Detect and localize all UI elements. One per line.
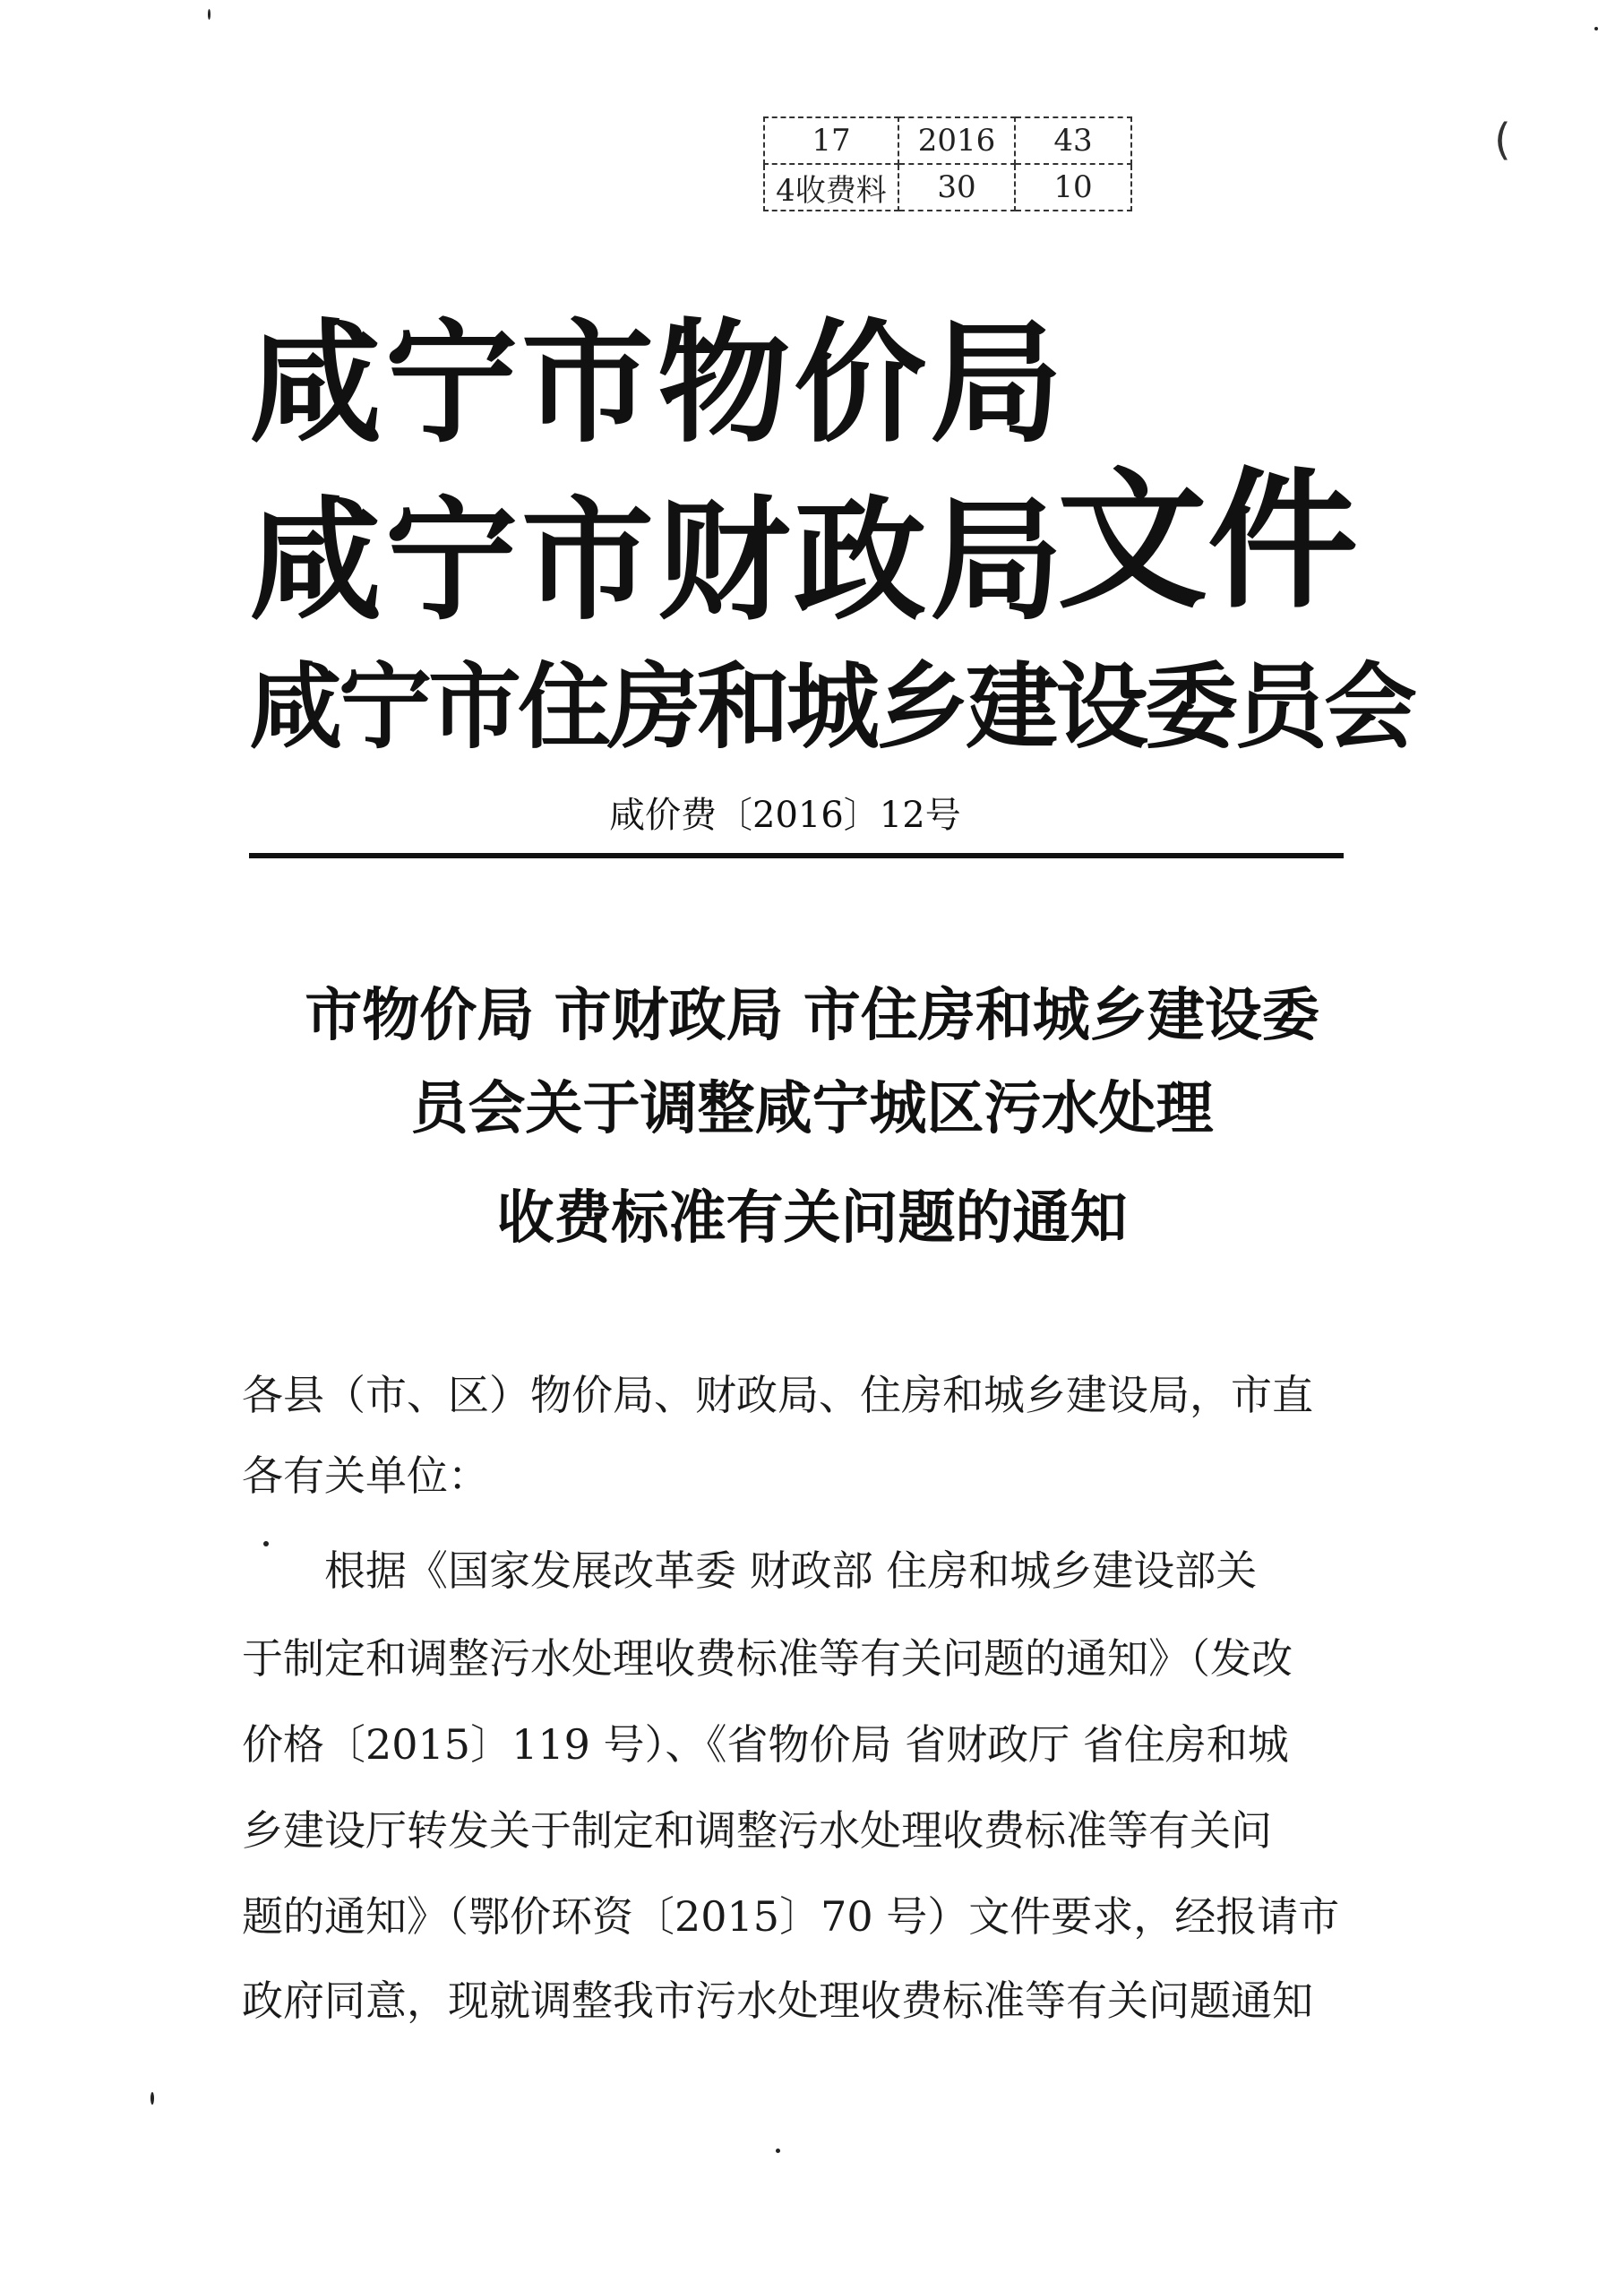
- stamp-cell: 30: [898, 164, 1015, 211]
- scan-speck: [208, 9, 211, 20]
- issuer-line-housing-committee: 咸宁市住房和城乡建设委员会: [249, 652, 1414, 762]
- body-line: 政府同意，现就调整我市污水处理收费标准等有关问题通知: [242, 1977, 1313, 2025]
- scan-speck: [150, 2092, 154, 2105]
- stamp-cell: 17: [764, 117, 898, 164]
- body-line: 题的通知》（鄂价环资〔2015〕70 号）文件要求，经报请市: [242, 1892, 1340, 1941]
- scan-speck: [776, 2149, 780, 2153]
- notice-title-line-1: 市物价局 市财政局 市住房和城乡建设委: [305, 982, 1319, 1049]
- body-line: 根据《国家发展改革委 财政部 住房和城乡建设部关: [242, 1546, 1258, 1595]
- stamp-cell: 10: [1015, 164, 1131, 211]
- notice-title-line-3: 收费标准有关问题的通知: [496, 1184, 1128, 1252]
- stamp-cell: 43: [1015, 117, 1131, 164]
- issuer-line-price-bureau: 咸宁市物价局: [249, 306, 1066, 461]
- addressee-line: 各县（市、区）物价局、财政局、住房和城乡建设局，市直: [242, 1371, 1313, 1419]
- document-label: 文件: [1057, 453, 1358, 629]
- body-line: 价格〔2015〕119 号）、《省物价局 省财政厅 省住房和城: [242, 1720, 1289, 1769]
- header-rule: [249, 853, 1344, 858]
- margin-mark: (: [1494, 115, 1511, 165]
- stamp-cell: 2016: [898, 117, 1015, 164]
- document-number: 咸价费〔2016〕12号: [609, 795, 961, 836]
- receipt-stamp: [763, 116, 1132, 211]
- body-line: 于制定和调整污水处理收费标准等有关问题的通知》（发改: [242, 1634, 1293, 1683]
- stamp-cell: 4收费料: [764, 164, 898, 211]
- scan-speck: [1594, 27, 1598, 30]
- issuer-line-finance-bureau: 咸宁市财政局: [249, 484, 1066, 638]
- notice-title-line-2: 员会关于调整咸宁城区污水处理: [410, 1075, 1214, 1142]
- body-line: 乡建设厅转发关于制定和调整污水处理收费标准等有关问: [242, 1806, 1272, 1855]
- scan-speck: [263, 1541, 269, 1546]
- addressee-line: 各有关单位：: [242, 1451, 489, 1500]
